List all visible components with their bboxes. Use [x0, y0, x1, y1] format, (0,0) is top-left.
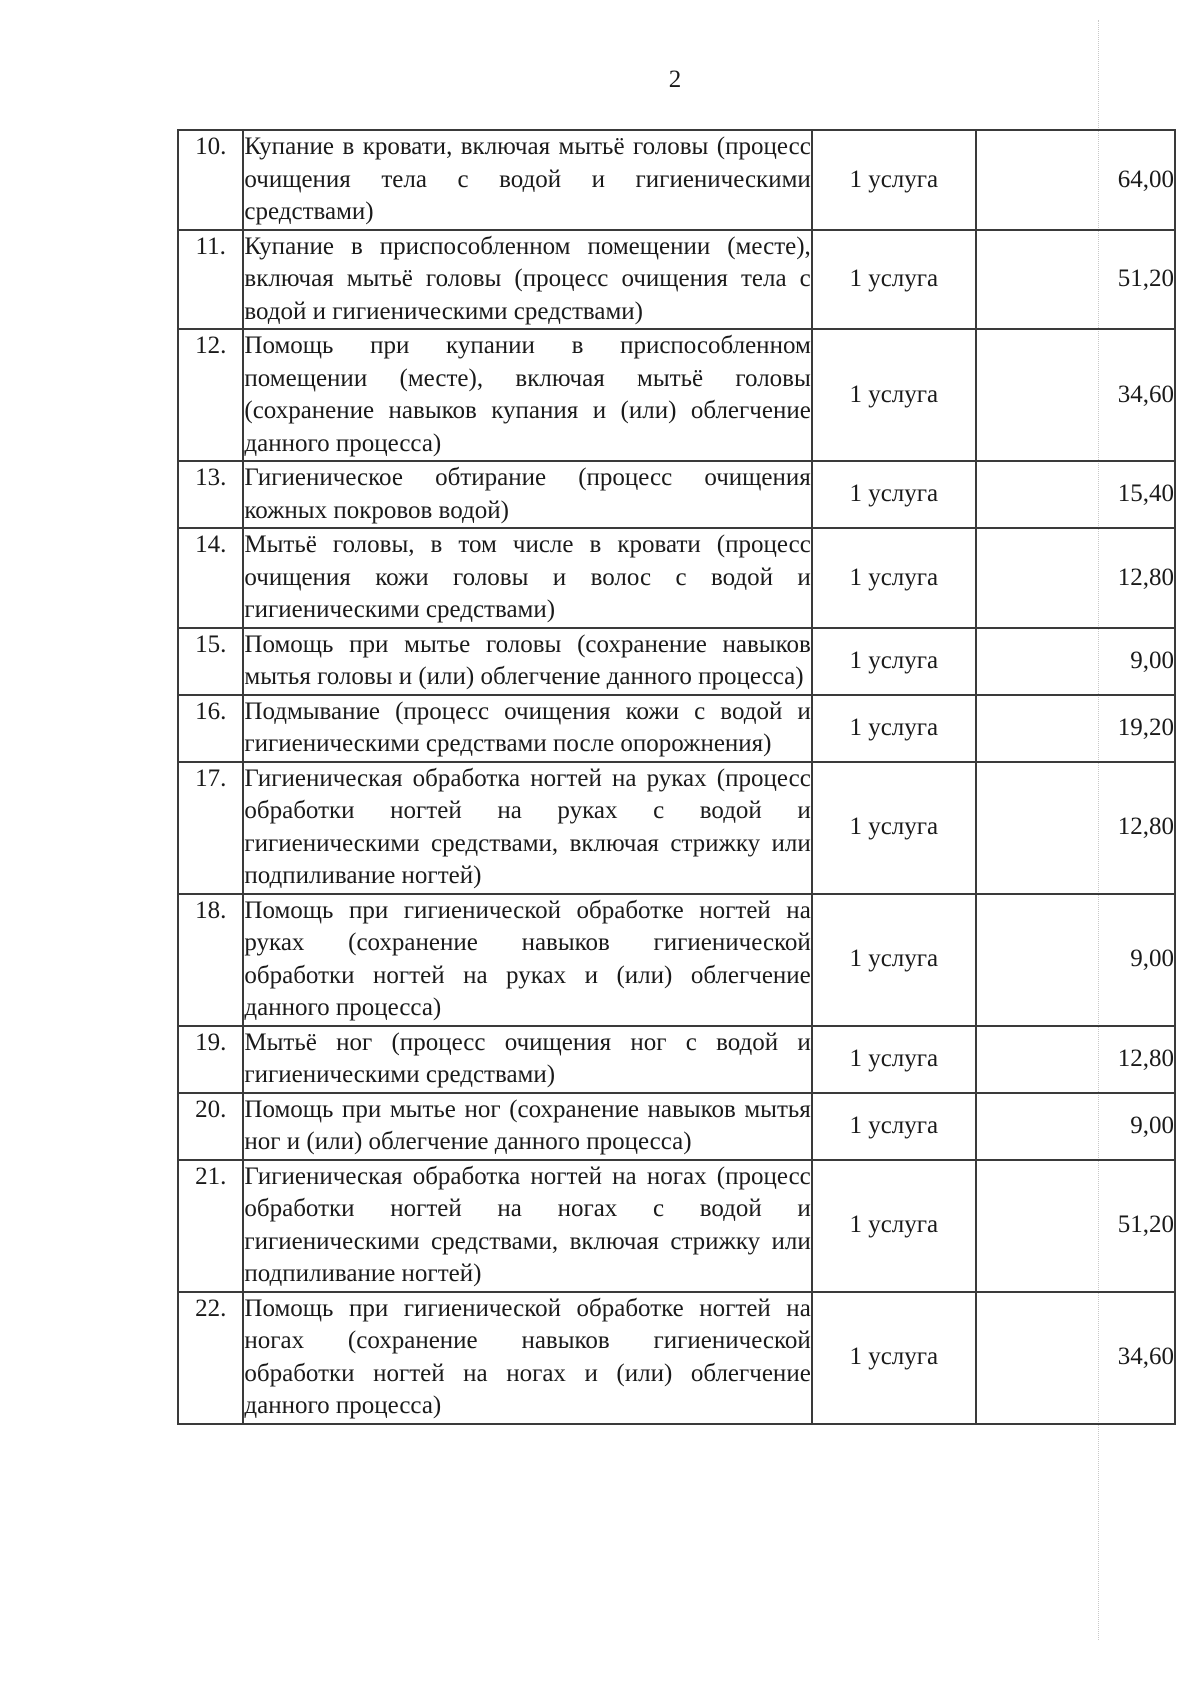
service-description: Помощь при мытье ног (сохранение навыков мытья ног и (или) облегчение данного процесса) [243, 1093, 811, 1160]
row-number: 20. [178, 1093, 243, 1160]
service-description: Мытьё головы, в том числе в кровати (процесс очищения кожи головы и волос с водой и гигиеническими средствами) [243, 528, 811, 628]
row-number: 22. [178, 1292, 243, 1424]
service-unit: 1 услуга [812, 1093, 976, 1160]
service-unit: 1 услуга [812, 230, 976, 330]
row-number: 16. [178, 695, 243, 762]
service-description: Купание в кровати, включая мытьё головы (процесс очищения тела с водой и гигиеническими средствами) [243, 130, 811, 230]
services-price-table [177, 129, 1176, 1425]
row-number: 18. [178, 894, 243, 1026]
service-unit: 1 услуга [812, 1160, 976, 1292]
service-price: 51,20 [976, 230, 1175, 330]
row-number: 11. [178, 230, 243, 330]
row-number: 15. [178, 628, 243, 695]
table-row [178, 1292, 1175, 1424]
row-number: 10. [178, 130, 243, 230]
service-price: 12,80 [976, 528, 1175, 628]
service-price: 9,00 [976, 1093, 1175, 1160]
table-row [178, 628, 1175, 695]
service-unit: 1 услуга [812, 762, 976, 894]
service-description: Мытьё ног (процесс очищения ног с водой и гигиеническими средствами) [243, 1026, 811, 1093]
table-row [178, 695, 1175, 762]
service-price: 34,60 [976, 1292, 1175, 1424]
row-number: 14. [178, 528, 243, 628]
service-description: Подмывание (процесс очищения кожи с водой и гигиеническими средствами после опорожнения) [243, 695, 811, 762]
table-row [178, 762, 1175, 894]
page-number: 2 [668, 66, 682, 93]
service-description: Гигиеническое обтирание (процесс очищения кожных покровов водой) [243, 461, 811, 528]
service-price: 9,00 [976, 894, 1175, 1026]
service-description: Помощь при гигиенической обработке ногтей на ногах (сохранение навыков гигиенической обработки ногтей на ногах и (или) облегчение данного процесса) [243, 1292, 811, 1424]
service-unit: 1 услуга [812, 528, 976, 628]
table-row [178, 528, 1175, 628]
service-price: 15,40 [976, 461, 1175, 528]
table-row [178, 329, 1175, 461]
row-number: 21. [178, 1160, 243, 1292]
service-unit: 1 услуга [812, 894, 976, 1026]
service-price: 19,20 [976, 695, 1175, 762]
table-row [178, 1093, 1175, 1160]
service-price: 34,60 [976, 329, 1175, 461]
service-unit: 1 услуга [812, 329, 976, 461]
row-number: 12. [178, 329, 243, 461]
service-price: 12,80 [976, 1026, 1175, 1093]
service-unit: 1 услуга [812, 628, 976, 695]
service-price: 12,80 [976, 762, 1175, 894]
table-row [178, 461, 1175, 528]
table-row [178, 1160, 1175, 1292]
service-unit: 1 услуга [812, 695, 976, 762]
service-unit: 1 услуга [812, 1026, 976, 1093]
table-row [178, 130, 1175, 230]
row-number: 19. [178, 1026, 243, 1093]
service-description: Гигиеническая обработка ногтей на руках (процесс обработки ногтей на руках с водой и гигиеническими средствами, включая стрижку или подпиливание ногтей) [243, 762, 811, 894]
service-description: Купание в приспособленном помещении (месте), включая мытьё головы (процесс очищения тела с водой и гигиеническими средствами) [243, 230, 811, 330]
row-number: 17. [178, 762, 243, 894]
service-unit: 1 услуга [812, 1292, 976, 1424]
service-unit: 1 услуга [812, 461, 976, 528]
service-price: 64,00 [976, 130, 1175, 230]
service-description: Помощь при купании в приспособленном помещении (месте), включая мытьё головы (сохранение навыков купания и (или) облегчение данного процесса) [243, 329, 811, 461]
service-description: Помощь при гигиенической обработке ногтей на руках (сохранение навыков гигиенической обработки ногтей на руках и (или) облегчение данного процесса) [243, 894, 811, 1026]
table-row [178, 894, 1175, 1026]
service-description: Гигиеническая обработка ногтей на ногах (процесс обработки ногтей на ногах с водой и гигиеническими средствами, включая стрижку или подпиливание ногтей) [243, 1160, 811, 1292]
table-row [178, 230, 1175, 330]
service-description: Помощь при мытье головы (сохранение навыков мытья головы и (или) облегчение данного процесса) [243, 628, 811, 695]
service-price: 9,00 [976, 628, 1175, 695]
row-number: 13. [178, 461, 243, 528]
service-unit: 1 услуга [812, 130, 976, 230]
service-price: 51,20 [976, 1160, 1175, 1292]
table-row [178, 1026, 1175, 1093]
